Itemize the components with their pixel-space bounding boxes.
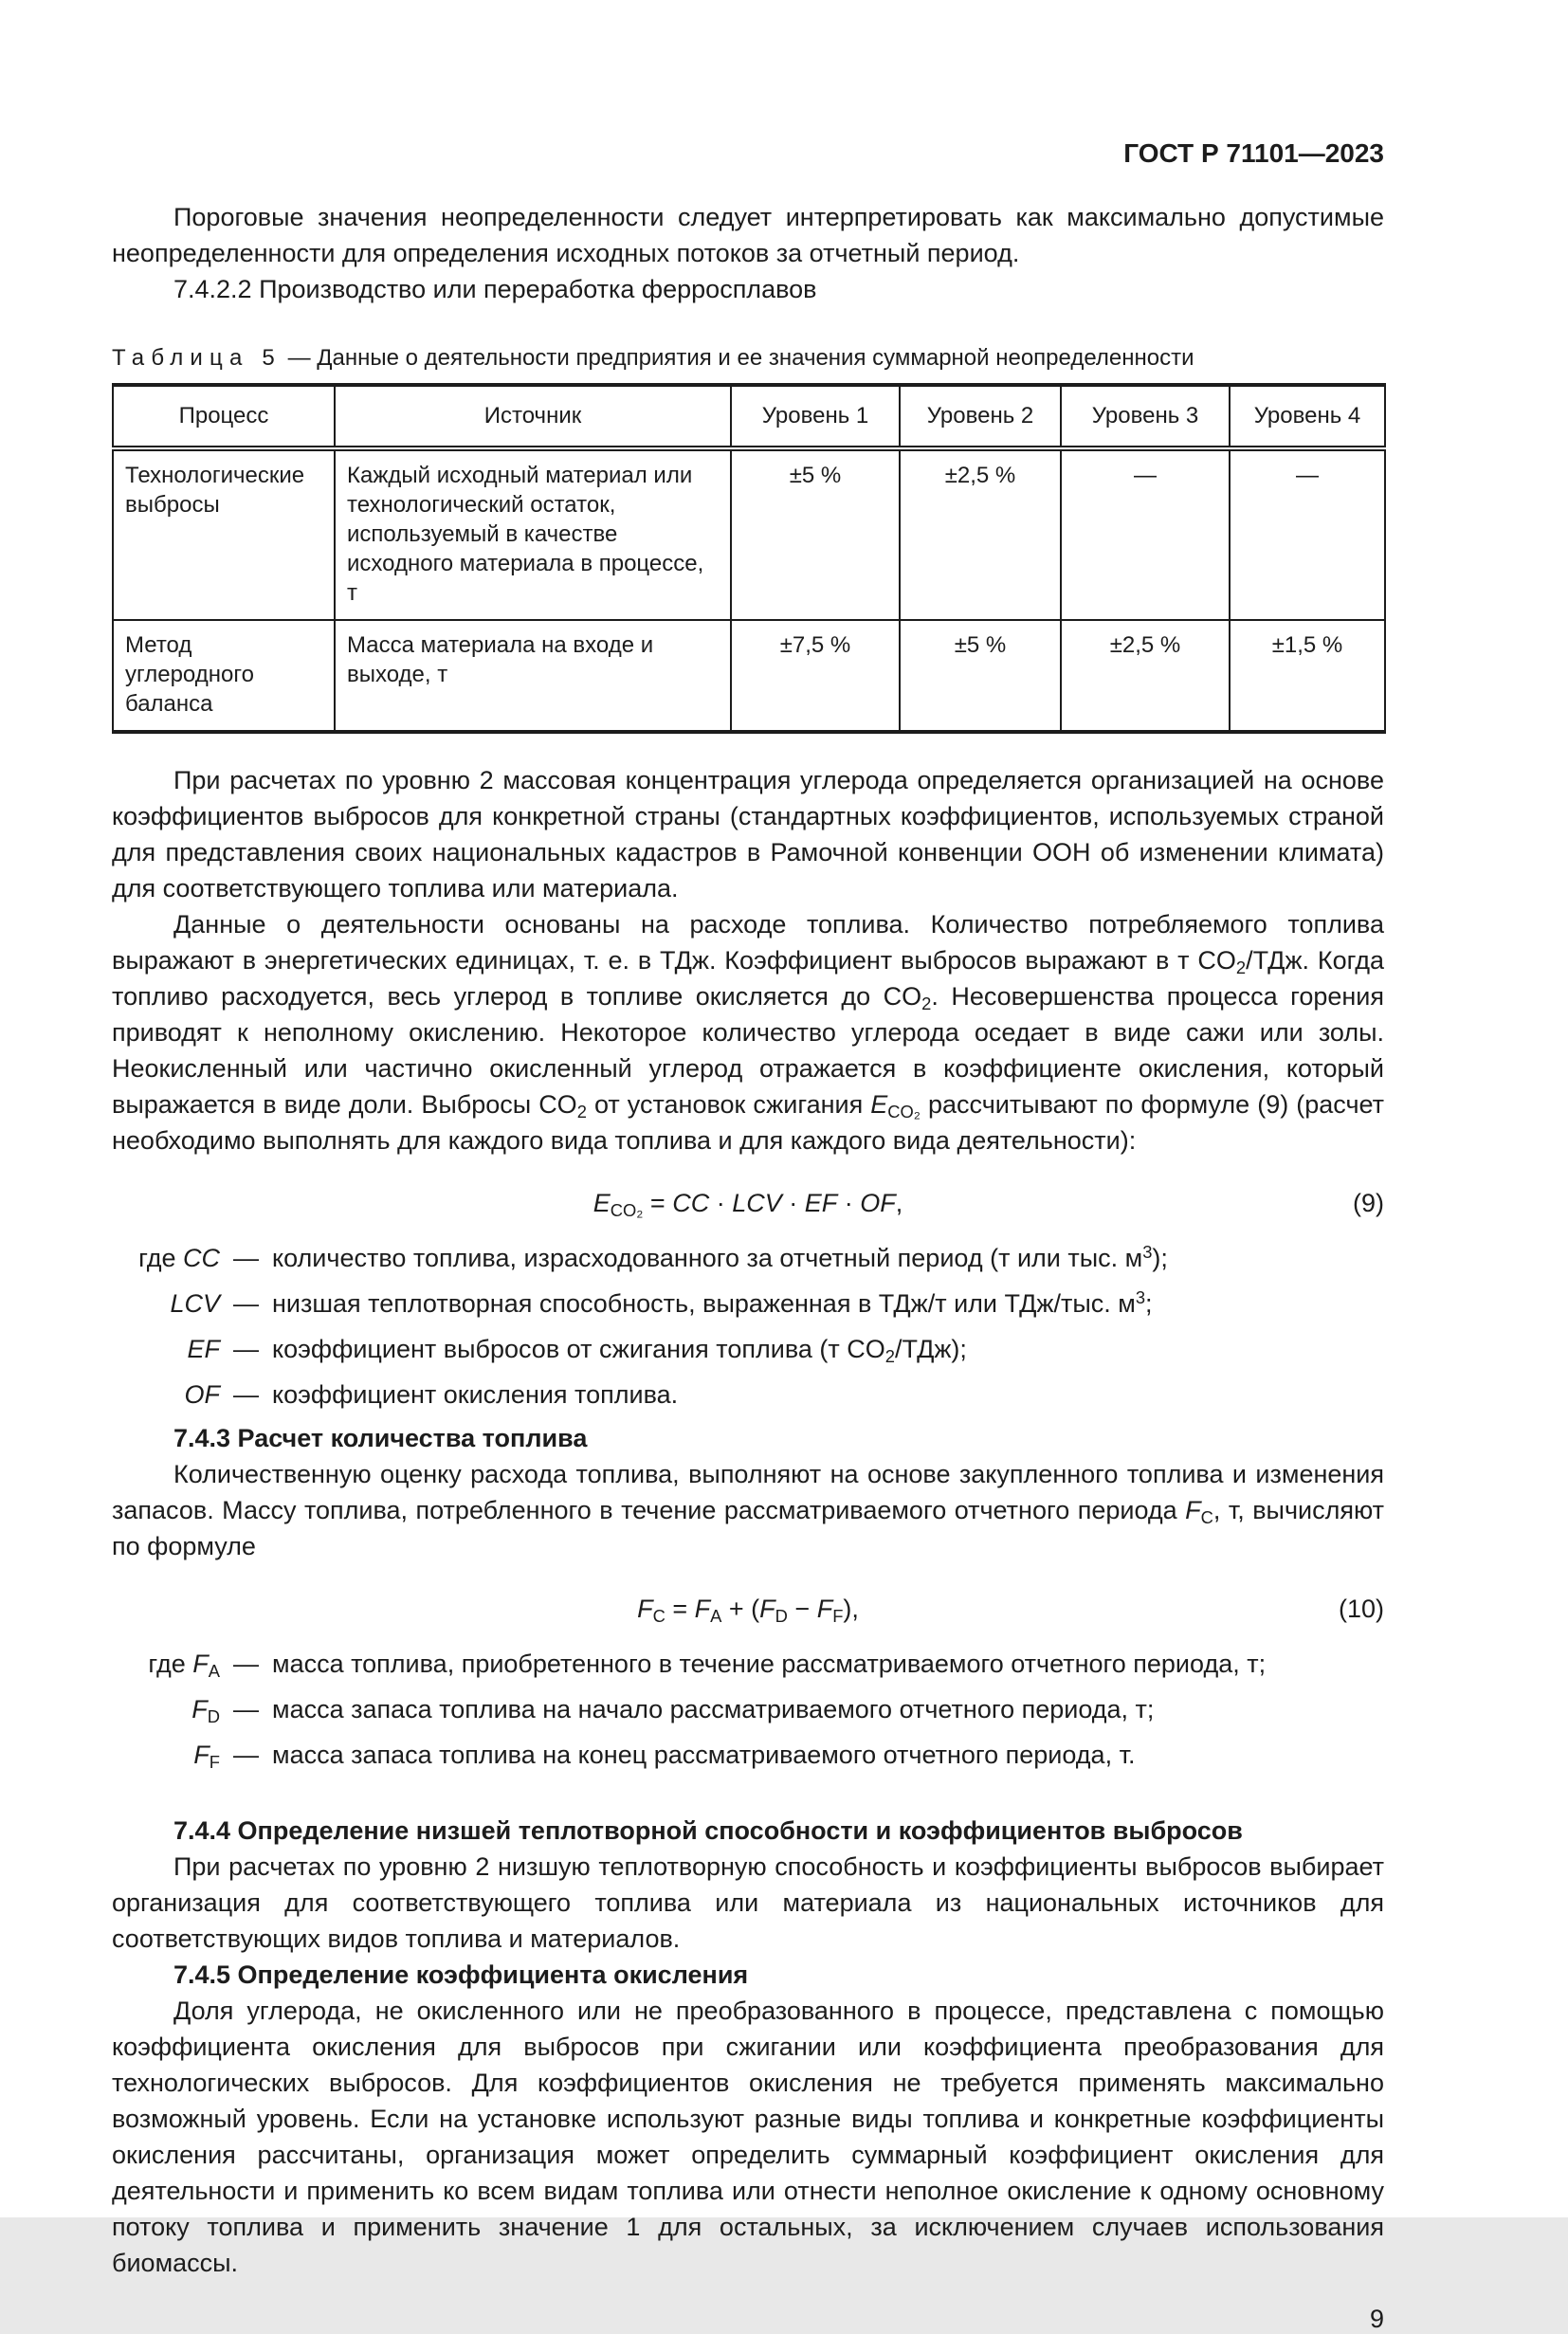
formula-10-number: (10)	[1338, 1595, 1384, 1623]
definition-row	[112, 1331, 1384, 1367]
para-oxidation-factor: Доля углерода, не окисленного или не преобразованного в процессе, представлена с помощью коэффициента окисления для выбросов при сжигании или коэффициента преобразования для технологических выбросов. Для коэффициентов окисления не требуется применять максимально возможный уровень. Если на установке используют разные виды топлива и конкретные коэффициенты окисления рассчитаны, организация может определить суммарный коэффициент окисления для деятельности и применить ко всем видам топлива или отнести неполное окисление к одному основному потоку топлива и применить значение 1 для остальных, за исключением случаев использования биомассы.	[112, 1997, 1384, 2277]
definition-row	[112, 1377, 1384, 1413]
definition-term: где CC	[138, 1244, 220, 1272]
formula-10	[112, 1591, 1384, 1627]
heading-7-4-4: 7.4.4 Определение низшей теплотворной способности и коэффициентов выбросов	[173, 1816, 1243, 1845]
definition-dash: —	[233, 1650, 259, 1678]
definition-row	[112, 1646, 1384, 1682]
definition-description: коэффициент выбросов от сжигания топлива (т $CO_2/ТДж$);	[272, 1335, 967, 1367]
table5-caption	[112, 343, 1384, 374]
table-cell-level2: ±2,5 %	[900, 448, 1061, 620]
table-cell-level4: —	[1230, 448, 1385, 620]
definition-description: масса запаса топлива на конец рассматриваемого отчетного периода, т.	[272, 1741, 1136, 1769]
page-number: 9	[1369, 2305, 1384, 2333]
table5-caption-text: — Данные о деятельности предприятия и ее значения суммарной неопределенности	[287, 345, 1194, 371]
table-cell-level1: ±5 %	[731, 448, 900, 620]
definition-row	[112, 1737, 1384, 1773]
table-header-level1: Уровень 1	[731, 385, 900, 448]
definition-dash: —	[233, 1380, 259, 1409]
definition-description: масса топлива, приобретенного в течение рассматриваемого отчетного периода, т;	[272, 1650, 1267, 1678]
table-cell-level1: ±7,5 %	[731, 620, 900, 732]
table-header-process: Процесс	[113, 385, 335, 448]
para-fuel-quantity: Количественную оценку расхода топлива, выполняют на основе закупленного топлива и изменения запасов. Массу топлива, потребленного в течение рассматриваемого отчетного периода $F_C$, т, вычисляют по формуле	[112, 1460, 1384, 1560]
definition-dash: —	[233, 1695, 259, 1723]
definition-dash: —	[233, 1244, 259, 1272]
para-uncertainty-threshold: Пороговые значения неопределенности следует интерпретировать как максимально допустимые неопределенности для определения исходных потоков за отчетный период.	[112, 203, 1384, 267]
table-header-row	[113, 385, 1385, 448]
table-cell-source: Каждый исходный материал или технологический остаток, используемый в качестве исходного материала в процессе, т	[335, 448, 731, 620]
para-ncv-emission-factors: При расчетах по уровню 2 низшую теплотворную способность и коэффициенты выбросов выбирает организация для соответствующего топлива или материала из национальных источников для соответствующих видов топлива и материалов.	[112, 1852, 1384, 1953]
para-fuel-data: Данные о деятельности основаны на расходе топлива. Количество потребляемого топлива выражают в энергетических единицах, т. е. в ТДж. Коэффициент выбросов выражают в т $CO_2$/ТДж. Когда топливо расходуется, весь углерод в топливе окисляется до $CO_2$. Несовершенства процесса горения приводят к неполному окислению. Некоторое количество углерода оседает в виде сажи или золы. Неокисленный или частично окисленный углерод отражается в коэффициенте окисления, который выражается в виде доли. Выбросы $CO_2$ от установок сжигания $E_{CO_2}$ рассчитывают по формуле (9) (расчет необходимо выполнять для каждого вида топлива и для каждого вида деятельности):	[112, 910, 1385, 1155]
table-cell-process: Метод углеродного баланса	[113, 620, 335, 732]
definition-description: коэффициент окисления топлива.	[272, 1380, 679, 1409]
definition-term: LCV	[170, 1289, 220, 1318]
table-cell-source: Масса материала на входе и выходе, т	[335, 620, 731, 732]
table-cell-process: Технологические выбросы	[113, 448, 335, 620]
table-cell-level2: ±5 %	[900, 620, 1061, 732]
formula-9-number: (9)	[1353, 1189, 1384, 1217]
definition-term: $F_F$	[193, 1741, 220, 1773]
table-cell-level3: —	[1061, 448, 1230, 620]
formula-9	[112, 1185, 1384, 1221]
table-row	[113, 448, 1385, 620]
table-header-source: Источник	[335, 385, 731, 448]
formula-10-expression: $F_C = F_A + (F_D - F_F)$,	[637, 1595, 859, 1627]
formula-9-expression: $E_{CO_2}$ = CC · LCV · EF · OF,	[593, 1189, 903, 1221]
definition-row	[112, 1240, 1384, 1276]
definition-row	[112, 1286, 1384, 1322]
activity-data-table	[112, 383, 1386, 734]
definition-list-9	[112, 1240, 1384, 1413]
definition-row	[112, 1691, 1384, 1727]
table-header-level4: Уровень 4	[1230, 385, 1385, 448]
definition-list-10	[112, 1646, 1384, 1773]
gost-standard-number: ГОСТ Р 71101—2023	[1123, 138, 1384, 168]
heading-7-4-2-2: 7.4.2.2 Производство или переработка ферросплавов	[173, 275, 817, 303]
definition-term: EF	[187, 1335, 220, 1363]
table-header-level2: Уровень 2	[900, 385, 1061, 448]
table5-caption-label: Таблица 5	[112, 345, 282, 371]
definition-description: низшая теплотворная способность, выраженная в ТДж/т или ТДж/тыс. $м^3$;	[272, 1286, 1153, 1318]
definition-description: количество топлива, израсходованного за отчетный период (т или тыс. $м^3$);	[272, 1241, 1168, 1272]
table-cell-level3: ±2,5 %	[1061, 620, 1230, 732]
definition-description: масса запаса топлива на начало рассматриваемого отчетного периода, т;	[272, 1695, 1155, 1723]
table-cell-level4: ±1,5 %	[1230, 620, 1385, 732]
definition-term: OF	[184, 1380, 220, 1409]
definition-term: где $F_A$	[148, 1650, 220, 1682]
table-header-level3: Уровень 3	[1061, 385, 1230, 448]
definition-dash: —	[233, 1335, 259, 1363]
table-row	[113, 620, 1385, 732]
definition-term: $F_D$	[191, 1695, 220, 1727]
definition-dash: —	[233, 1289, 259, 1318]
definition-dash: —	[233, 1741, 259, 1769]
heading-7-4-5: 7.4.5 Определение коэффициента окисления	[173, 1960, 749, 1989]
para-level2-calculation: При расчетах по уровню 2 массовая концентрация углерода определяется организацией на основе коэффициентов выбросов для конкретной страны (стандартных коэффициентов, используемых страной для представления своих национальных кадастров в Рамочной конвенции ООН об изменении климата) для соответствующего топлива или материала.	[112, 766, 1384, 903]
heading-7-4-3: 7.4.3 Расчет количества топлива	[173, 1424, 588, 1452]
